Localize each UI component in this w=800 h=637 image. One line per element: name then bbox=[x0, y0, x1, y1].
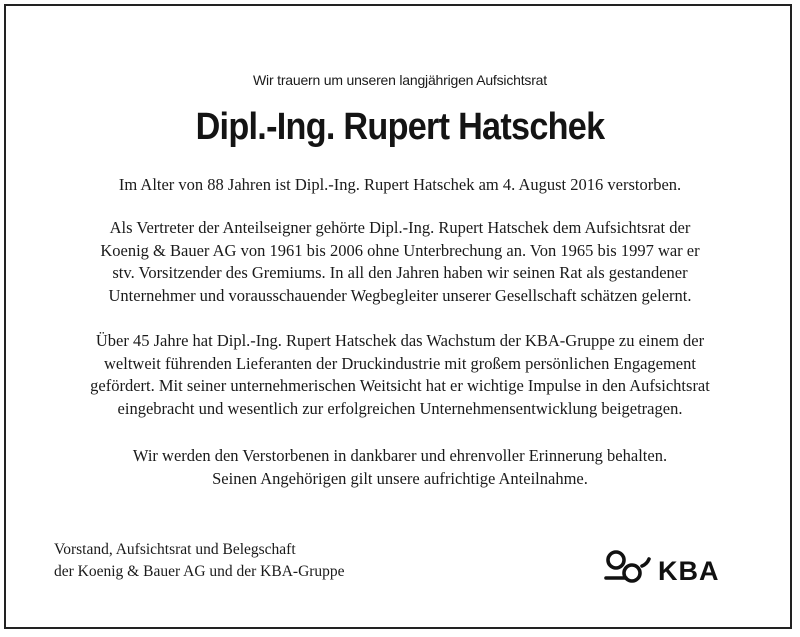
paragraph-line: Koenig & Bauer AG von 1961 bis 2006 ohne Unterbrechung an. Von 1965 bis 1997 war er bbox=[100, 240, 700, 260]
deceased-name: Dipl.-Ing. Rupert Hatschek bbox=[195, 106, 605, 148]
intro-line: Wir trauern um unseren langjährigen Aufsichtsrat bbox=[253, 72, 547, 88]
signature-line: Vorstand, Aufsichtsrat und Belegschaft bbox=[54, 541, 296, 558]
paragraph-death-notice bbox=[40, 174, 760, 197]
paragraph-line: stv. Vorsitzender des Gremiums. In all den Jahren haben wir seinen Rat als gestandener bbox=[112, 263, 688, 283]
paragraph-line: eingebracht und wesentlich zur erfolgreichen Unternehmensentwicklung beigetragen. bbox=[117, 398, 683, 418]
paragraph-line: Unternehmer und vorausschauender Wegbegleiter unserer Gesellschaft schätzen gelernt. bbox=[108, 285, 692, 305]
logo-text: KBA bbox=[658, 556, 720, 586]
paragraph-line: Im Alter von 88 Jahren ist Dipl.-Ing. Rupert Hatschek am 4. August 2016 verstorben. bbox=[118, 175, 682, 194]
paragraph-line: weltweit führenden Lieferanten der Druckindustrie mit großem persönlichen Engagement bbox=[104, 353, 696, 373]
signature-block bbox=[54, 539, 345, 583]
paragraph-line: Über 45 Jahre hat Dipl.-Ing. Rupert Hatschek das Wachstum der KBA-Gruppe zu einem der bbox=[95, 331, 705, 350]
kba-rings-icon bbox=[604, 547, 744, 587]
signature-line: der Koenig & Bauer AG und der KBA-Gruppe bbox=[54, 563, 345, 580]
paragraph-line: Seinen Angehörigen gilt unsere aufrichtige Anteilnahme. bbox=[212, 468, 588, 488]
paragraph-line: gefördert. Mit seiner unternehmerischen Weitsicht hat er wichtige Impulse in den Aufsichtsrat bbox=[90, 376, 710, 396]
paragraph-line: Wir werden den Verstorbenen in dankbarer und ehrenvoller Erinnerung behalten. bbox=[132, 446, 668, 465]
kba-logo bbox=[604, 547, 744, 587]
paragraph-line: Als Vertreter der Anteilseigner gehörte Dipl.-Ing. Rupert Hatschek dem Aufsichtsrat der bbox=[109, 218, 691, 237]
paragraph-achievements bbox=[40, 330, 760, 420]
paragraph-board-service bbox=[40, 217, 760, 307]
paragraph-condolences bbox=[40, 445, 760, 490]
notice-border bbox=[4, 4, 792, 629]
